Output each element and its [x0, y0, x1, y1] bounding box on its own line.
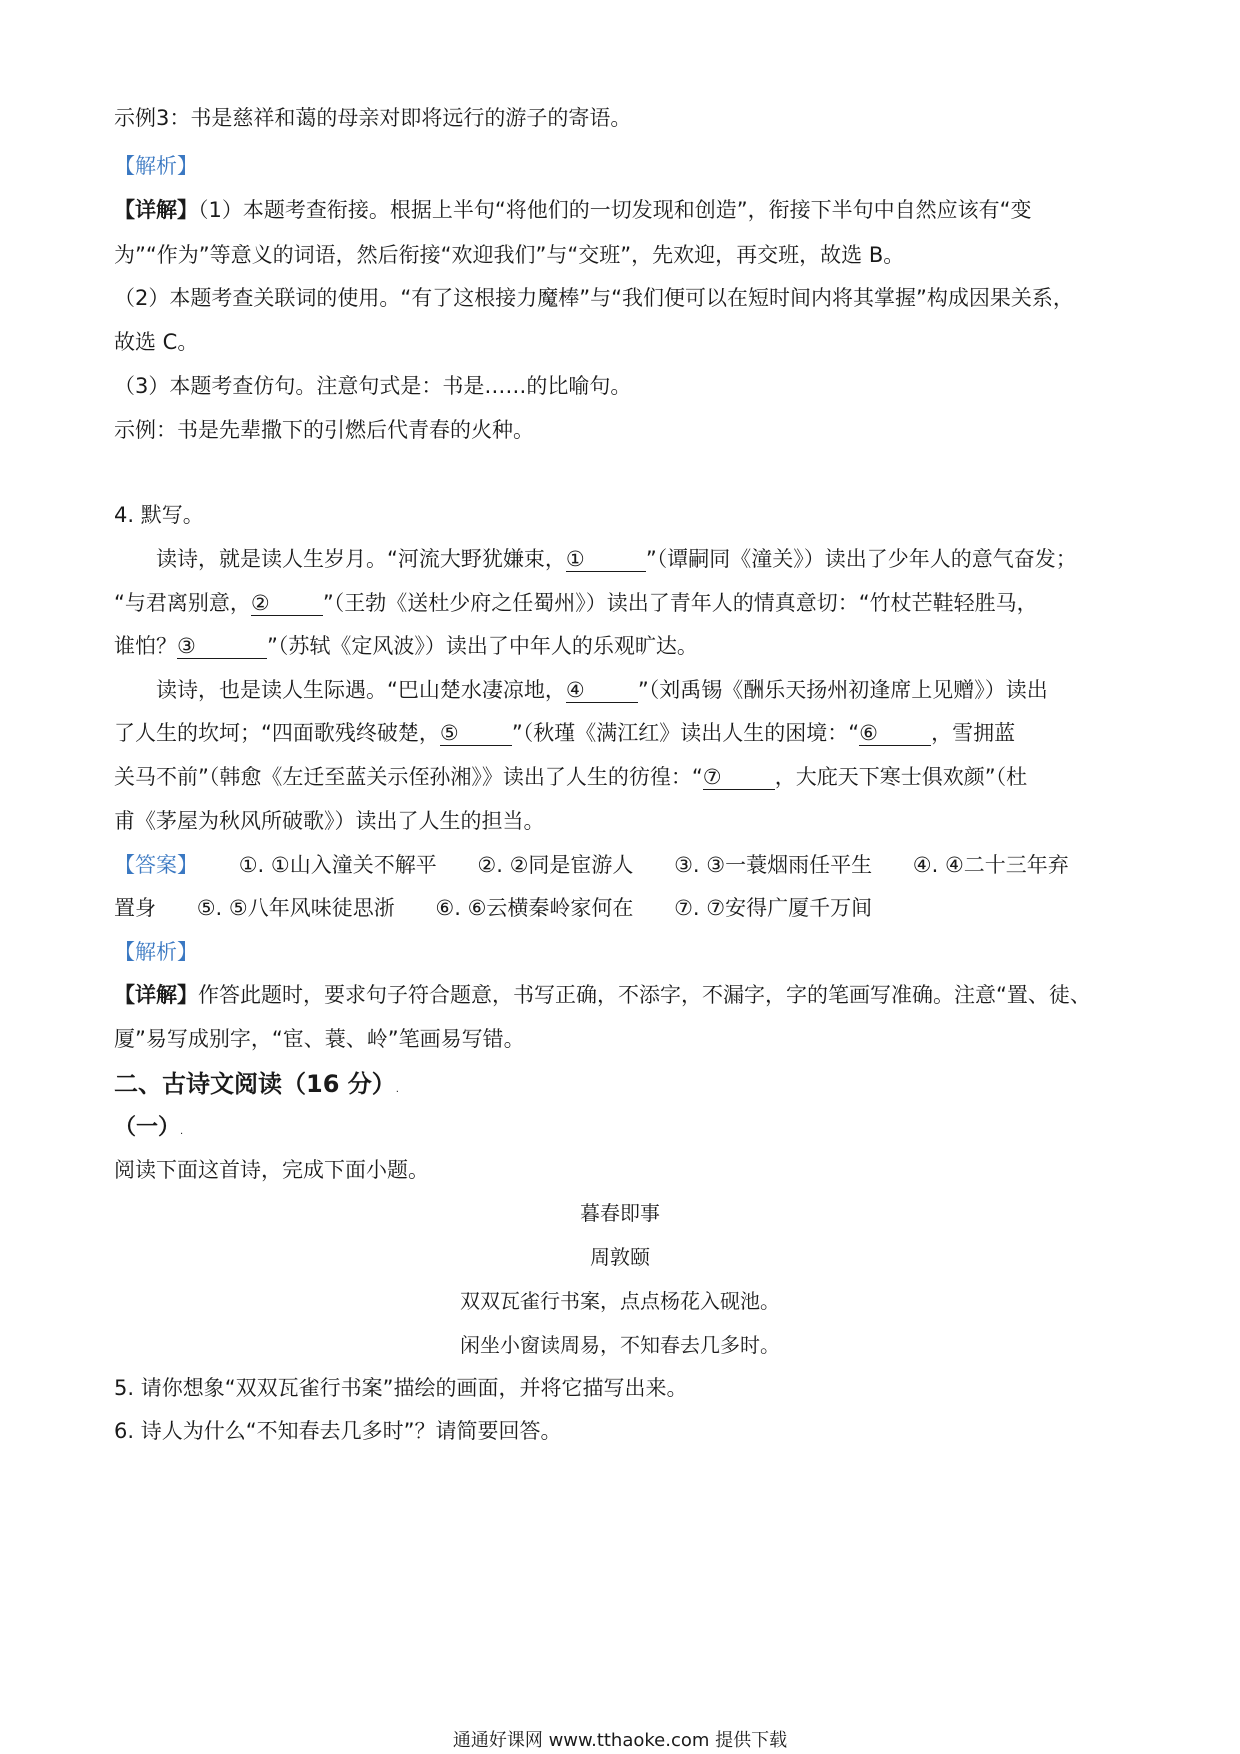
passage-text: 读诗，也是读人生际遇。“巴山楚水凄凉地， [156, 678, 566, 702]
poem-title: 暮春即事 [580, 1201, 660, 1225]
blank-2: ② [251, 591, 323, 616]
subsection-1-heading [114, 1113, 183, 1147]
subsection-1-title: （一） [114, 1115, 181, 1140]
answer-4: ④. ④二十三年弃 [912, 853, 1069, 877]
section-2-heading [114, 1069, 399, 1105]
question-5: 5. 请你想象“双双瓦雀行书案”描绘的画面，并将它描写出来。 [114, 1376, 688, 1400]
passage-text: ”（王勃《送杜少府之任蜀州》）读出了青年人的情真意切：“竹杖芒鞋轻胜马， [322, 591, 1038, 615]
poem-line-2: 闲坐小窗读周易，不知春去几多时。 [460, 1333, 780, 1357]
analysis-label-2: 【解析】 [114, 940, 198, 964]
analysis-label: 【解析】 [114, 154, 198, 178]
section-2-title: 二、古诗文阅读（16 分） [114, 1070, 396, 1098]
blank-6: ⑥ [859, 721, 931, 746]
passage-text: ”（刘禹锡《酬乐天扬州初逢席上见赠》）读出 [637, 678, 1048, 702]
passage-line-7: 甫《茅屋为秋风所破歌》）读出了人生的担当。 [114, 809, 545, 833]
passage-text: ，雪拥蓝 [931, 721, 1016, 745]
passage-line-4 [156, 675, 1048, 705]
question-6: 6. 诗人为什么“不知春去几多时”？请简要回答。 [114, 1419, 562, 1443]
detail-4-continued: 厦”易写成别字，“宦、蓑、岭”笔画易写错。 [114, 1027, 525, 1051]
detail-1-text: （1）本题考查衔接。根据上半句“将他们的一切发现和创造”，衔接下半句中自然应该有“变 [198, 198, 1032, 222]
question-4-title: 4. 默写。 [114, 503, 204, 527]
passage-text: ，大庇天下寒士俱欢颜”（杜 [774, 765, 1028, 789]
detail-label: 【详解】 [114, 198, 198, 222]
detail-3-line: （3）本题考查仿句。注意句式是：书是……的比喻句。 [114, 374, 632, 398]
poem-author: 周敦颐 [590, 1245, 650, 1269]
stray-mark: . [180, 1126, 184, 1137]
reading-instruction: 阅读下面这首诗，完成下面小题。 [114, 1158, 429, 1182]
example-3-line: 示例3：书是慈祥和蔼的母亲对即将远行的游子的寄语。 [114, 106, 632, 130]
passage-text: 关马不前”（韩愈《左迁至蓝关示侄孙湘》》读出了人生的彷徨：“ [114, 765, 703, 789]
blank-4: ④ [566, 678, 638, 703]
answer-1: ①. ①山入潼关不解平 [238, 853, 437, 877]
answer-line-1 [114, 850, 1069, 880]
passage-text: 了人生的坎坷；“四面歌残终破楚， [114, 721, 440, 745]
passage-line-2 [114, 588, 1038, 618]
passage-text: ”（秋瑾《满江红》读出人生的困境：“ [511, 721, 860, 745]
detail-1-continued: 为”“作为”等意义的词语，然后衔接“欢迎我们”与“交班”，先欢迎，再交班，故选 B。 [114, 243, 905, 267]
answer-4-continued: 置身 [114, 896, 156, 920]
detail-2-line: （2）本题考查关联词的使用。“有了这根接力魔棒”与“我们便可以在短时间内将其掌握”构成因果关系， [114, 286, 1074, 310]
passage-text: ”（苏轼《定风波》）读出了中年人的乐观旷达。 [267, 634, 698, 658]
answer-6: ⑥. ⑥云横秦岭家何在 [435, 896, 634, 920]
blank-3: ③ [177, 634, 267, 659]
passage-line-6 [114, 762, 1027, 792]
example-line: 示例：书是先辈撒下的引燃后代青春的火种。 [114, 418, 534, 442]
detail-4-text: 作答此题时，要求句子符合题意，书写正确，不添字，不漏字，字的笔画写准确。注意“置、徒、 [198, 983, 1091, 1007]
poem-line-1: 双双瓦雀行书案，点点杨花入砚池。 [460, 1289, 780, 1313]
stray-mark: . [395, 1084, 399, 1095]
answer-line-2 [114, 893, 872, 923]
passage-text: 谁怕？ [114, 634, 177, 658]
answer-5: ⑤. ⑤八年风味徒思浙 [196, 896, 395, 920]
passage-line-1 [156, 544, 1077, 574]
passage-text: ”（谭嗣同《潼关》）读出了少年人的意气奋发； [645, 547, 1077, 571]
passage-line-5 [114, 718, 1015, 748]
passage-text: “与君离别意， [114, 591, 251, 615]
answer-label: 【答案】 [114, 853, 198, 877]
passage-line-3 [114, 631, 698, 661]
answer-3: ③. ③一蓑烟雨任平生 [674, 853, 873, 877]
detail-label: 【详解】 [114, 983, 198, 1007]
footer-watermark: 通通好课网 www.tthaoke.com 提供下载 [452, 1730, 788, 1751]
answer-7: ⑦. ⑦安得广厦千万间 [674, 896, 873, 920]
detail-4-line [114, 980, 1091, 1010]
detail-2-continued: 故选 C。 [114, 330, 199, 354]
blank-7: ⑦ [703, 765, 775, 790]
passage-text: 读诗，就是读人生岁月。“河流大野犹嫌束， [156, 547, 566, 571]
detail-1-line [114, 195, 1032, 225]
blank-1: ① [566, 547, 646, 572]
blank-5: ⑤ [440, 721, 512, 746]
answer-2: ②. ②同是宦游人 [477, 853, 634, 877]
